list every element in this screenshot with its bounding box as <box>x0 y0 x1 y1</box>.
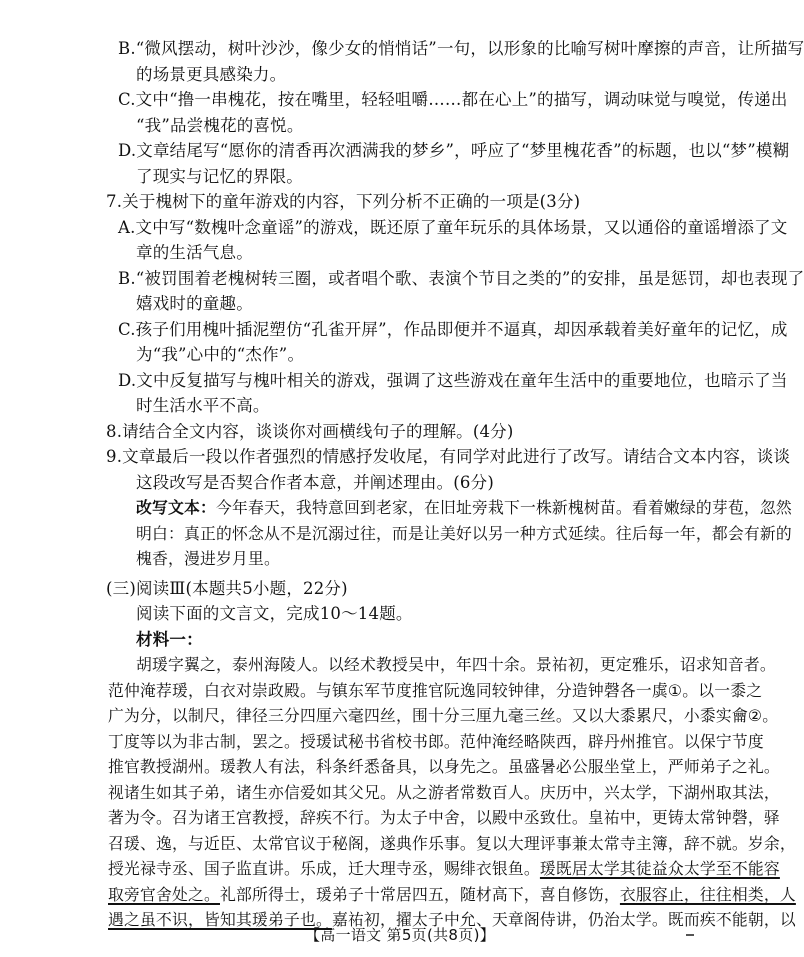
question-9 <box>106 444 792 572</box>
passage-line-8: 召瑗、逸，与近臣、太常官议于秘阁，遂典作乐事。复以大理评事兼太常寺主簿，辞不就。岁余， <box>108 833 796 853</box>
q7-option-a-1: A.文中写“数槐叶念童谣”的游戏，既还原了童年玩乐的具体场景，又以通俗的童谣增添了文 <box>118 217 788 237</box>
q7-option-b-1: B.“被罚围着老槐树转三圈，或者唱个歌、表演个节目之类的”的安排，虽是惩罚，却也表现了 <box>118 268 804 288</box>
page-footer: 【高一语文 第5页(共8页)】 <box>304 926 496 944</box>
q7-option-b-2: 嬉戏时的童趣。 <box>136 294 253 313</box>
q6-options <box>108 36 804 189</box>
rewrite-line-3: 槐香，漫进岁月里。 <box>136 549 280 568</box>
passage-line-1: 胡瑗字翼之，泰州海陵人。以经术教授吴中，年四十余。景祐初，更定雅乐，诏求知音者。 <box>136 655 776 674</box>
passage-line-9 <box>108 856 780 882</box>
rewrite-line-1 <box>108 495 792 521</box>
section-3-instruction: 阅读下面的文言文，完成10～14题。 <box>136 604 413 623</box>
corner-mark <box>686 934 694 936</box>
option-c-line-1: C.文中“撸一串槐花，按在嘴里，轻轻咀嚼……都在心上”的描写，调动味觉与嗅觉，传递出 <box>118 90 788 109</box>
q7-option-d-1: D.文中反复描写与槐叶相关的游戏，强调了这些游戏在童年生活中的重要地位，也暗示了当 <box>118 370 788 390</box>
underlined-segment-c: 遇之虽不识，皆知其瑗弟子也。 <box>108 910 332 929</box>
passage-line-9-text: 授光禄寺丞、国子监直讲。乐成，迁大理寺丞，赐绯衣银鱼。 <box>108 859 540 878</box>
passage-line-3: 广为分，以制尺，律径三分四厘六毫四丝，围十分三厘九毫三丝。又以大黍累尺，小黍实龠②。 <box>108 706 779 725</box>
q7-option-c-1: C.孩子们用槐叶插泥塑仿“孔雀开屏”，作品即便并不逼真，却因承载着美好童年的记忆，成 <box>118 319 788 339</box>
underlined-segment-b: 衣服容止，往往相类，人 <box>619 884 796 904</box>
option-b-line-2: 的场景更具感染力。 <box>136 64 287 84</box>
option-d-line-2: 了现实与记忆的界限。 <box>136 166 303 186</box>
q9-stem-2: 这段改写是否契合作者本意，并阐述理由。(6分) <box>136 472 494 492</box>
q7-stem: 7.关于槐树下的童年游戏的内容，下列分析不正确的一项是(3分) <box>106 192 581 211</box>
underlined-segment-a: 取旁官舍处之。 <box>108 884 220 904</box>
q9-stem-1: 9.文章最后一段以作者强烈的情感抒发收尾，有同学对此进行了改写。请结合文本内容，谈谈 <box>106 447 791 466</box>
rewrite-text-1: 今年春天，我特意回到老家，在旧址旁栽下一株新槐树苗。看着嫩绿的芽苞，忽然 <box>216 498 792 517</box>
option-b-line-1: B.“微风摆动，树叶沙沙，像少女的悄悄话”一句，以形象的比喻写树叶摩擦的声音，让所描写 <box>118 39 804 58</box>
passage-line-6: 视诸生如其子弟，诸生亦信爱如其父兄。从之游者常数百人。庆历中，兴太学，下湖州取其法， <box>108 782 780 802</box>
passage-line-11-text: 嘉祐初，擢太子中允、天章阁侍讲，仍治太学。既而疾不能朝，以 <box>331 910 796 929</box>
classical-passage <box>108 652 796 933</box>
passage-line-10-text: 礼部所得士，瑗弟子十常居四五，随材高下，喜自修饬， <box>219 884 620 904</box>
passage-line-7: 著为令。召为诸王宫教授，辞疾不行。为太子中舍，以殿中丞致仕。皇祐中，更铸太常钟磬，驿 <box>108 808 780 827</box>
material-1-label: 材料一： <box>136 629 203 649</box>
q7-option-d-2: 时生活水平不高。 <box>136 396 270 415</box>
q7-option-a-2: 章的生活气息。 <box>136 243 253 262</box>
option-d-line-1: D.文章结尾写“愿你的清香再次洒满我的梦乡”，呼应了“梦里槐花香”的标题，也以“梦”模糊 <box>118 141 790 160</box>
rewrite-label: 改写文本： <box>136 498 216 517</box>
rewrite-line-2: 明白：真正的怀念从不是沉溺过往，而是让美好以另一种方式延续。往后每一年，都会有新的 <box>136 523 792 543</box>
option-c-line-2: “我”品尝槐花的喜悦。 <box>136 115 304 135</box>
passage-line-5: 推官教授湖州。瑗教人有法，科条纤悉备具，以身先之。虽盛暑必公服坐堂上，严师弟子之礼。 <box>108 757 780 776</box>
q7-option-c-2: 为“我”心中的“杰作”。 <box>136 345 305 364</box>
passage-line-10 <box>108 882 796 908</box>
section-3 <box>108 576 722 653</box>
underlined-punctuation-sentence: 瑗既居太学其徒益众太学至不能容 <box>539 859 780 878</box>
passage-line-2: 范仲淹荐瑗，白衣对崇政殿。与镇东军节度推官阮逸同较钟律，分造钟磬各一虡①。以一黍之 <box>108 680 763 700</box>
passage-line-4: 丁度等以为非古制，罢之。授瑗试秘书省校书郎。范仲淹经略陕西，辟丹州推官。以保宁节度 <box>108 731 764 751</box>
question-7 <box>106 189 804 419</box>
section-3-heading: (三)阅读Ⅲ(本题共5小题，22分) <box>106 578 348 598</box>
question-8: 8.请结合全文内容，谈谈你对画横线句子的理解。(4分) <box>106 421 514 441</box>
